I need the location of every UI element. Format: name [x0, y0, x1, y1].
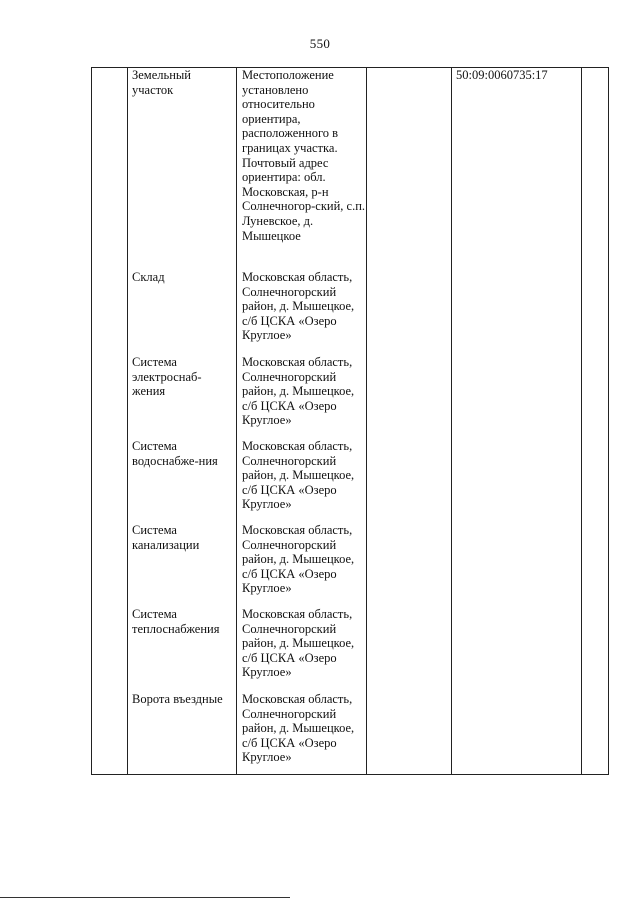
- object-name-cell: Ворота въездные: [132, 692, 223, 706]
- column-divider-4: [451, 67, 452, 775]
- object-address-cell: Московская область, Солнечногорский район, д. Мышецкое, с/б ЦСКА «Озеро Круглое»: [242, 270, 355, 343]
- footer-rule: [0, 897, 290, 898]
- object-name-cell: Земельный участок: [132, 68, 191, 97]
- column-divider-2: [236, 67, 237, 775]
- column-divider-3: [366, 67, 367, 775]
- column-divider-1: [127, 67, 128, 775]
- object-address-cell: Московская область, Солнечногорский район, д. Мышецкое, с/б ЦСКА «Озеро Круглое»: [242, 607, 355, 680]
- object-address-cell: Местоположение установлено относительно ориентира, расположенного в границах участка. Почтовый адрес ориентира: обл. Московская, р-н Солнечногор-ский, с.п. Луневское, д. Мышецкое: [242, 68, 366, 243]
- cadastral-number-cell: 50:09:0060735:17: [456, 68, 548, 82]
- object-name-cell: Склад: [132, 270, 165, 284]
- page-number: 550: [309, 36, 331, 51]
- object-address-cell: Московская область, Солнечногорский район, д. Мышецкое, с/б ЦСКА «Озеро Круглое»: [242, 439, 355, 512]
- object-name-cell: Система водоснабже-ния: [132, 439, 218, 468]
- object-address-cell: Московская область, Солнечногорский район, д. Мышецкое, с/б ЦСКА «Озеро Круглое»: [242, 692, 355, 765]
- object-address-cell: Московская область, Солнечногорский район, д. Мышецкое, с/б ЦСКА «Озеро Круглое»: [242, 523, 355, 596]
- object-name-cell: Система теплоснабжения: [132, 607, 220, 636]
- object-name-cell: Система канализации: [132, 523, 200, 552]
- object-name-cell: Система электроснаб-жения: [132, 355, 202, 399]
- object-address-cell: Московская область, Солнечногорский район, д. Мышецкое, с/б ЦСКА «Озеро Круглое»: [242, 355, 355, 428]
- column-divider-5: [581, 67, 582, 775]
